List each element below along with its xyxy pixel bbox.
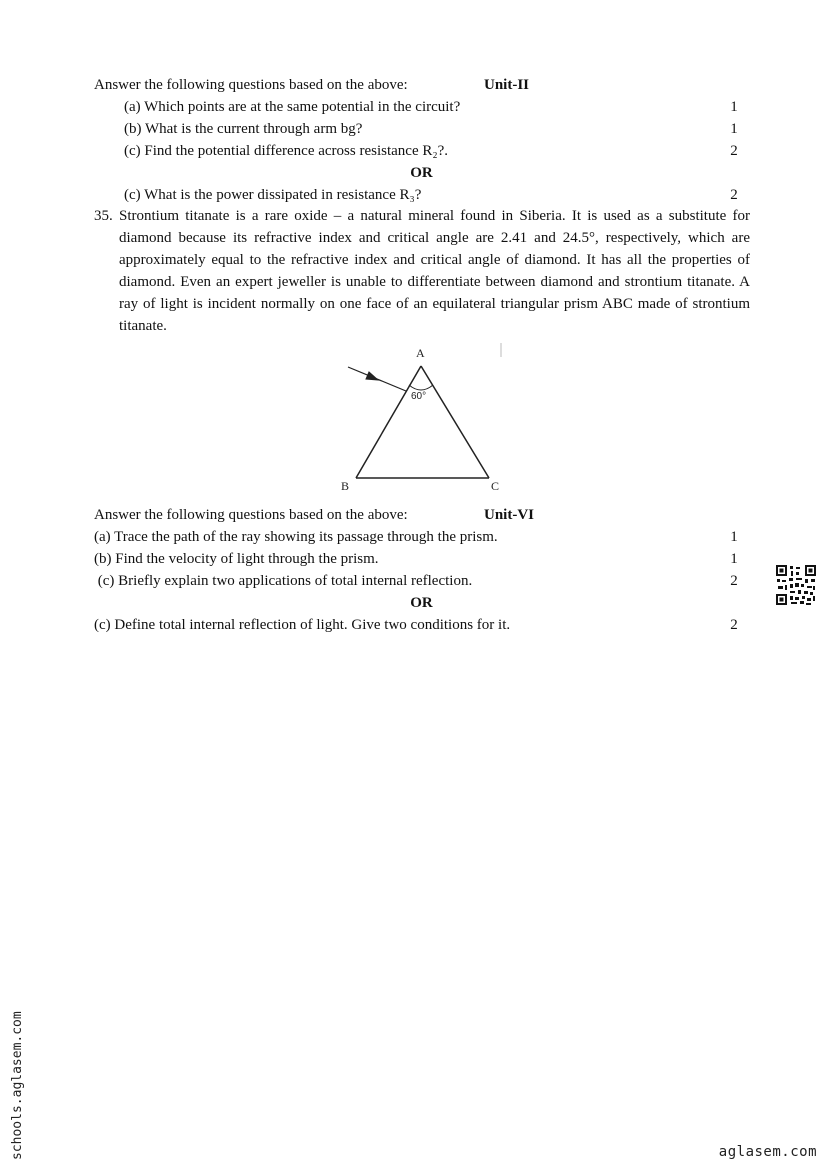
section2-marks-c-alt: 2 [730, 617, 738, 633]
prism-side-ac [421, 366, 489, 478]
section1-or: OR [410, 165, 433, 181]
vertex-b-label: B [341, 479, 350, 493]
section1-marks-b: 1 [730, 121, 738, 137]
prism-diagram [336, 343, 516, 495]
vertex-c-label: C [491, 479, 500, 493]
section1-question-c-alt: (c) What is the power dissipated in resistance R₃? [124, 187, 422, 203]
section2-marks-a: 1 [730, 529, 738, 545]
section2-question-b: (b) Find the velocity of light through the prism. [94, 551, 379, 567]
angle-label: 60° [411, 391, 427, 402]
section1-question-a: (a) Which points are at the same potential in the circuit? [124, 99, 461, 115]
section2-question-c-alt: (c) Define total internal reflection of light. Give two conditions for it. [94, 617, 511, 633]
prism-side-ab [356, 366, 421, 478]
section2-marks-b: 1 [730, 551, 738, 567]
section1-question-c: (c) Find the potential difference across resistance R₂?. [124, 143, 448, 159]
question-35 [94, 205, 750, 337]
section1-intro: Answer the following questions based on the above: [94, 77, 408, 93]
section2-question-c: (c) Briefly explain two applications of total internal reflection. [94, 573, 473, 589]
side-watermark: schools.aglasem.com [10, 1011, 25, 1160]
qr-code-icon [776, 565, 816, 605]
ray-arrowhead [366, 372, 378, 380]
angle-arc [409, 385, 433, 390]
section2-intro: Answer the following questions based on the above: [94, 507, 408, 523]
section1-question-b: (b) What is the current through arm bg? [124, 121, 363, 137]
section1-marks-c: 2 [730, 143, 738, 159]
section2-or: OR [410, 595, 433, 611]
section2-marks-c: 2 [730, 573, 738, 589]
question-35-text: Strontium titanate is a rare oxide – a natural mineral found in Siberia. It is used as a substitute for diamond because its refractive index and critical angle are 2.41 and 24.5°, respectively, which are approximately equal to the refractive index and critical angle of diamond. It has all the properties of diamond. Even an expert jeweller is unable to differentiate between diamond and strontium titanate. A ray of light is incident normally on one face of an equilateral triangular prism ABC made of strontium titanate. [119, 208, 750, 334]
section2-unit: Unit-VI [484, 507, 535, 523]
vertex-a-label: A [416, 346, 425, 360]
section1-marks-c-alt: 2 [730, 187, 738, 203]
section2-question-a: (a) Trace the path of the ray showing its passage through the prism. [94, 529, 498, 545]
section1-unit: Unit-II [484, 77, 530, 93]
section1-marks-a: 1 [730, 99, 738, 115]
question-35-number: 35. [94, 208, 113, 224]
corner-watermark: aglasem.com [718, 1144, 817, 1160]
